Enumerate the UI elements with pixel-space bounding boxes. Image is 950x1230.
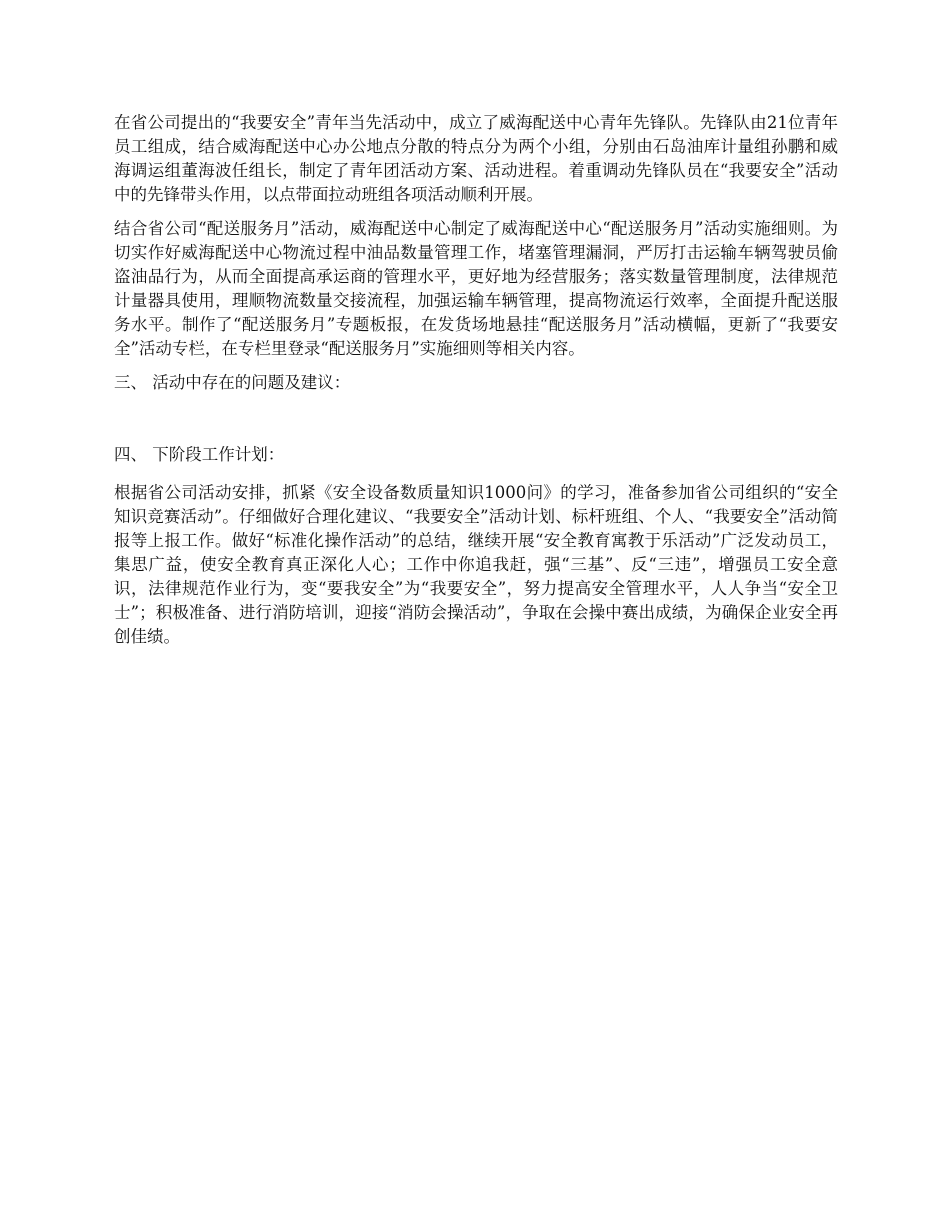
section-heading-next-plan: 四、 下阶段工作计划：	[114, 445, 285, 464]
paragraph-work-plan: 根据省公司活动安排，抓紧《安全设备数质量知识1000问》的学习，准备参加省公司组织的“安全知识竞赛活动”。仔细做好合理化建议、“我要安全”活动计划、标杆班组、个人、“我要安全”活动简报等上报工作。做好“标准化操作活动”的总结，继续开展“安全教育寓教于乐活动”广泛发动员工，集思广益，使安全教育真正深化人心；工作中你追我赶，强“三基”、反“三违”，增强员工安全意识，法律规范作业行为，变“要我安全”为“我要安全”，努力提高安全管理水平，人人争当“安全卫士”；积极准备、进行消防培训，迎接“消防会操活动”，争取在会操中赛出成绩，为确保企业安全再创佳绩。	[114, 483, 838, 646]
paragraph-youth-vanguard: 在省公司提出的“我要安全”青年当先活动中，成立了威海配送中心青年先锋队。先锋队由21位青年员工组成，结合威海配送中心办公地点分散的特点分为两个小组，分别由石岛油库计量组孙鹏和威海调运组董海波任组长，制定了青年团活动方案、活动进程。着重调动先锋队员在“我要安全”活动中的先锋带头作用，以点带面拉动班组各项活动顺利开展。	[114, 113, 838, 204]
section-heading-problems: 三、 活动中存在的问题及建议：	[114, 373, 351, 392]
paragraph-delivery-service-month: 结合省公司“配送服务月”活动，威海配送中心制定了威海配送中心“配送服务月”活动实施细则。为切实作好威海配送中心物流过程中油品数量管理工作，堵塞管理漏洞，严厉打击运输车辆驾驶员偷盗油品行为，从而全面提高承运商的管理水平，更好地为经营服务；落实数量管理制度，法律规范计量器具使用，理顺物流数量交接流程，加强运输车辆管理，提高物流运行效率，全面提升配送服务水平。制作了“配送服务月”专题板报，在发货场地悬挂“配送服务月”活动横幅，更新了“我要安全”活动专栏，在专栏里登录“配送服务月”实施细则等相关内容。	[114, 219, 838, 358]
document-page	[114, 111, 838, 659]
